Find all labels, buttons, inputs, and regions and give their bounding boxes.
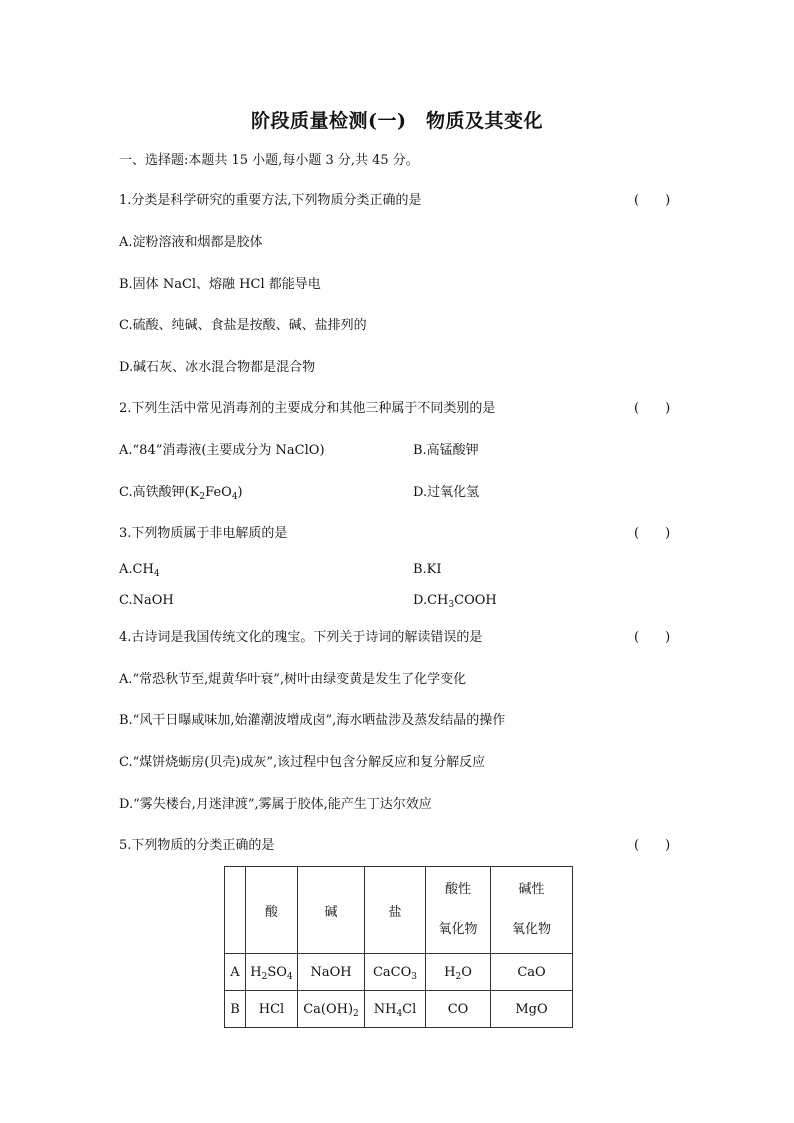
q3-option-d: $D.CH_3COOH$ [413, 593, 497, 610]
q4-answer-blank: ( ) [634, 630, 671, 645]
q4-option-a: A.“常恐秋节至,焜黄华叶衰”,树叶由绿变黄是发生了化学变化 [119, 672, 467, 687]
table-cell: MgO [491, 991, 573, 1028]
q4-option-c: C.“煤饼烧蛎房(贝壳)成灰”,该过程中包含分解反应和复分解反应 [119, 755, 486, 770]
table-cell: A [225, 954, 246, 991]
q1-answer-blank: ( ) [634, 193, 671, 208]
table-cell: B [225, 991, 246, 1028]
table-cell: $NH_4Cl$ [365, 991, 426, 1028]
table-header-row [225, 867, 573, 954]
q5-stem: 5.下列物质的分类正确的是 [119, 838, 275, 853]
q4-option-d: D.“雾失楼台,月迷津渡”,雾属于胶体,能产生丁达尔效应 [119, 797, 432, 812]
q3-answer-blank: ( ) [634, 526, 671, 541]
table-row [225, 954, 573, 991]
table-cell: NaOH [298, 954, 365, 991]
q2-answer-blank: ( ) [634, 401, 671, 416]
table-cell: CaCO$_3$ [365, 954, 426, 991]
q1-option-a: A.淀粉溶液和烟都是胶体 [119, 235, 263, 250]
table-row [225, 991, 573, 1028]
q1-option-d: D.碱石灰、冰水混合物都是混合物 [119, 360, 316, 375]
q2-option-d: D.过氧化氢 [413, 485, 480, 500]
table-header-cell: 酸性 氧化物 [426, 867, 491, 954]
q2-option-c: C.高铁酸钾$(K_2FeO_4)$ [119, 485, 243, 502]
table-cell: HCl [246, 991, 298, 1028]
table-header-cell: 碱性 氧化物 [491, 867, 573, 954]
table-header-cell [225, 867, 246, 954]
table-header-cell: 酸 [246, 867, 298, 954]
q2-option-b: B.高锰酸钾 [413, 443, 479, 458]
table-cell: $H_2O$ [426, 954, 491, 991]
q5-classification-table [224, 866, 573, 1028]
table-cell: CaO [491, 954, 573, 991]
q2-option-a: A.“84”消毒液(主要成分为 NaClO) [119, 443, 325, 458]
table-cell: $H_2SO_4$ [246, 954, 298, 991]
table-cell: CO [426, 991, 491, 1028]
q2-stem: 2.下列生活中常见消毒剂的主要成分和其他三种属于不同类别的是 [119, 401, 496, 416]
q1-option-c: C.硫酸、纯碱、食盐是按酸、碱、盐排列的 [119, 318, 367, 333]
q1-option-b: B.固体 NaCl、熔融 HCl 都能导电 [119, 277, 321, 292]
table-header-cell: 盐 [365, 867, 426, 954]
q4-option-b: B.“风干日曝咸味加,始灌潮波增成卤”,海水晒盐涉及蒸发结晶的操作 [119, 713, 506, 728]
q3-option-b: B.KI [413, 562, 442, 577]
q4-stem: 4.古诗词是我国传统文化的瑰宝。下列关于诗词的解读错误的是 [119, 630, 483, 645]
page-title: 阶段质量检测(一) 物质及其变化 [251, 110, 543, 132]
q3-option-c: C.NaOH [119, 593, 174, 608]
table-header-cell: 碱 [298, 867, 365, 954]
q1-stem: 1.分类是科学研究的重要方法,下列物质分类正确的是 [119, 193, 422, 208]
table-cell: $Ca(OH)_2$ [298, 991, 365, 1028]
q5-answer-blank: ( ) [634, 838, 671, 853]
q3-stem: 3.下列物质属于非电解质的是 [119, 526, 288, 541]
q3-option-a: $A.CH_4$ [119, 562, 160, 579]
section-heading: 一、选择题:本题共 15 小题,每小题 3 分,共 45 分。 [119, 153, 419, 168]
